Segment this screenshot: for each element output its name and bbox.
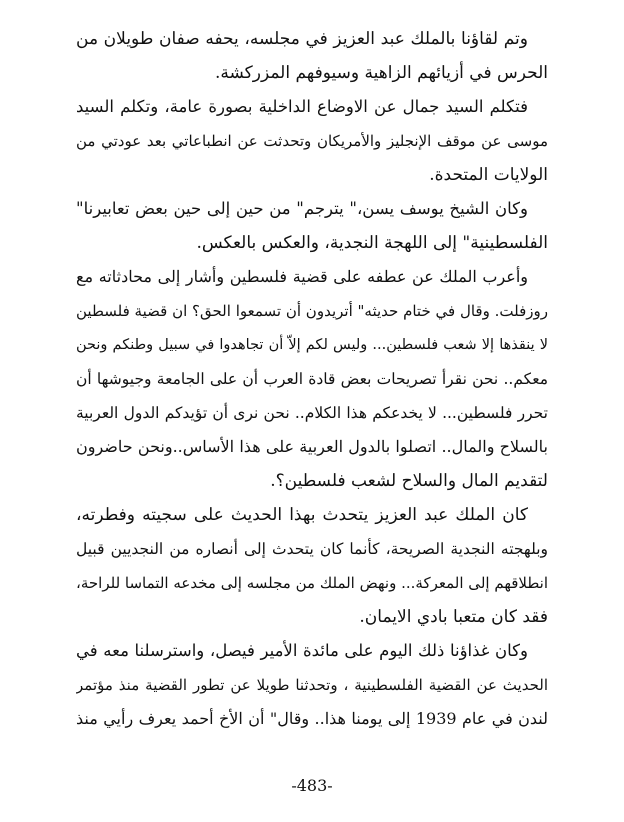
text-line: وتم لقاؤنا بالملك عبد العزيز في مجلسه، يحفه صفان طويلان من <box>76 29 528 49</box>
text-line: لندن في عام 1939 إلى يومنا هذا.. وقال" أن الأخ أحمد يعرف رأيي منذ <box>76 709 548 728</box>
text-line: تحرر فلسطين... لا يخدعكم هذا الكلام.. نحن نرى أن تؤيدكم الدول العربية <box>76 404 548 422</box>
body-text <box>76 22 548 736</box>
text-line: الحديث عن القضية الفلسطينية ، وتحدثنا طويلا عن تطور القضية منذ مؤتمر <box>76 676 548 694</box>
text-line: وبلهجته النجدية الصريحة، كأنما كان يتحدث إلى أنصاره من النجديين قبيل <box>76 540 548 558</box>
text-line: انطلاقهم إلى المعركة... ونهض الملك من مجلسه إلى مخدعه التماسا للراحة، <box>76 574 548 592</box>
text-line: لا ينقذها إلا شعب فلسطين... وليس لكم إلاّ أن تجاهدوا في سبيل وطنكم ونحن <box>76 337 548 353</box>
page-number: -483- <box>291 776 333 795</box>
text-line: فتكلم السيد جمال عن الاوضاع الداخلية بصورة عامة، وتكلم السيد <box>76 97 529 116</box>
text-line: موسى عن موقف الإنجليز والأمريكان وتحدثت عن انطباعاتي بعد عودتي من <box>76 132 548 150</box>
text-line: وكان الشيخ يوسف يسن،" يترجم" من حين إلى حين بعض تعابيرنا" <box>76 199 528 218</box>
text-line: معكم.. نحن نقرأ تصريحات بعض قادة العرب أن على الجامعة وجيوشها أن <box>76 370 548 388</box>
text-line: الفلسطينية" إلى اللهجة النجدية، والعكس بالعكس. <box>196 233 548 253</box>
text-line: بالسلاح والمال.. اتصلوا بالدول العربية على هذا الأساس..ونحن حاضرون <box>76 437 548 456</box>
text-line: روزفلت. وقال في ختام حديثه" أتريدون أن تسمعوا الحق؟ ان قضية فلسطين <box>76 302 548 320</box>
text-line: وكان غذاؤنا ذلك اليوم على مائدة الأمير فيصل، واسترسلنا معه في <box>76 641 528 660</box>
text-line: فقد كان متعبا بادي الايمان. <box>359 607 548 627</box>
text-line: الحرس في أزيائهم الزاهية وسيوفهم المزركشة. <box>214 63 548 83</box>
text-line: لتقديم المال والسلاح لشعب فلسطين؟. <box>270 471 548 491</box>
text-line: كان الملك عبد العزيز يتحدث بهذا الحديث على سجيته وفطرته، <box>76 505 528 525</box>
text-line: الولايات المتحدة. <box>429 165 548 185</box>
text-line: وأعرب الملك عن عطفه على قضية فلسطين وأشار إلى محادثاته مع <box>76 267 528 286</box>
